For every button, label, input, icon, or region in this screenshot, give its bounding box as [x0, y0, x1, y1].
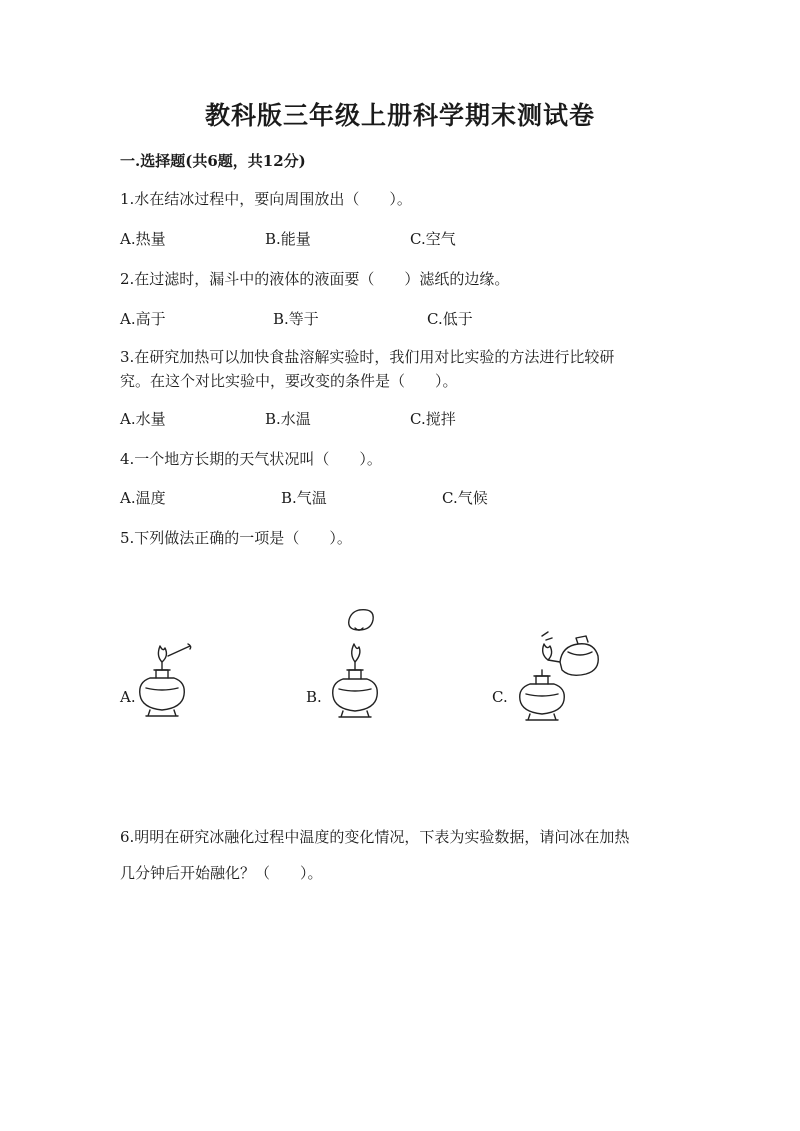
question-2-stem: 2.在过滤时，漏斗中的液体的液面要（ ）滤纸的边缘。: [120, 270, 510, 288]
question-4-option-c: C.气候: [442, 489, 488, 507]
question-2-option-a: A.高于: [120, 310, 166, 328]
alcohol-lamp-lit-with-match-icon: [132, 640, 192, 720]
question-6-stem-line-2: 几分钟后开始融化？（ ）。: [120, 864, 323, 882]
question-2-option-b: B.等于: [273, 310, 319, 328]
question-6-stem-line-1: 6.明明在研究冰融化过程中温度的变化情况，下表为实验数据，请问冰在加热: [120, 828, 630, 846]
question-5-option-c-label: C.: [492, 688, 508, 706]
question-1-option-a: A.热量: [120, 230, 166, 248]
question-4-option-a: A.温度: [120, 489, 166, 507]
question-4-stem: 4.一个地方长期的天气状况叫（ ）。: [120, 450, 382, 468]
question-5-option-a-label: A.: [120, 688, 136, 706]
section-heading: 一.选择题(共6题，共12分): [120, 152, 306, 170]
alcohol-lamp-blown-out-with-cap-icon: [325, 606, 385, 721]
question-1-option-b: B.能量: [265, 230, 311, 248]
question-5-stem: 5.下列做法正确的一项是（ ）。: [120, 529, 352, 547]
question-2-option-c: C.低于: [427, 310, 473, 328]
page-title: 教科版三年级上册科学期末测试卷: [204, 101, 595, 130]
question-3-stem-line-1: 3.在研究加热可以加快食盐溶解实验时，我们用对比实验的方法进行比较研: [120, 348, 615, 366]
question-5-option-b-label: B.: [306, 688, 322, 706]
question-3-option-b: B.水温: [265, 410, 311, 428]
question-1-option-c: C.空气: [410, 230, 456, 248]
question-4-option-b: B.气温: [281, 489, 327, 507]
question-1-stem: 1.水在结冰过程中，要向周围放出（ ）。: [120, 190, 412, 208]
question-3-stem-line-2: 究。在这个对比实验中，要改变的条件是（ ）。: [120, 372, 458, 390]
question-3-option-c: C.搅拌: [410, 410, 456, 428]
question-3-option-a: A.水量: [120, 410, 166, 428]
alcohol-lamp-lit-from-another-lamp-icon: [508, 628, 608, 723]
